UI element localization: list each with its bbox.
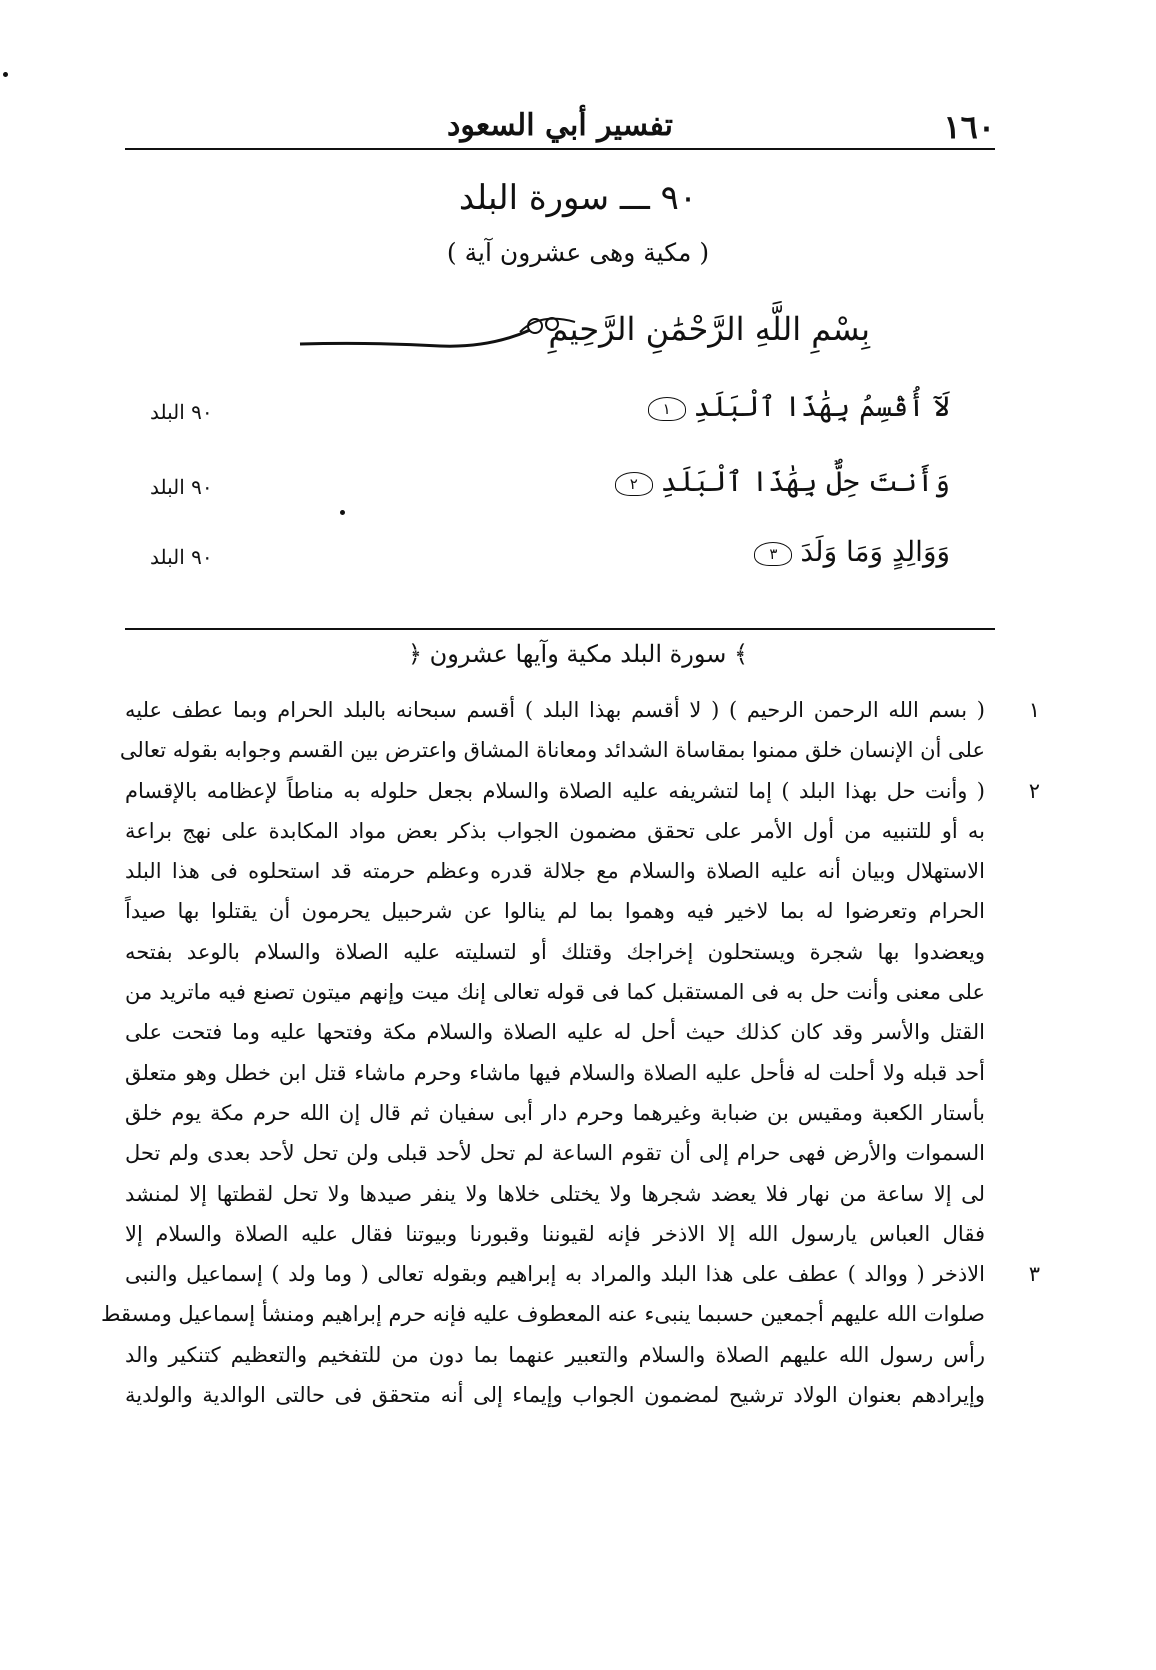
scan-speck bbox=[340, 510, 345, 515]
verse-text bbox=[648, 390, 950, 423]
commentary-line bbox=[125, 1133, 985, 1173]
commentary-title: ﴿ سورة البلد مكية وآيها عشرون ﴾ bbox=[407, 640, 749, 668]
commentary-line bbox=[125, 1254, 1040, 1294]
section-rule bbox=[125, 628, 995, 630]
verse-body: وَأَنتَ حِلٌّ بِهَٰذَا ٱلْبَلَدِ bbox=[660, 465, 950, 498]
line-text: وإيرادهم بعنوان الولاد ترشيح لمضمون الجواب وإيماء إلى أنه متحقق فى حالتى الوالدية والولدية bbox=[125, 1383, 985, 1408]
line-text: على معنى وأنت حل به فى المستقبل كما فى قوله تعالى إنك ميت وإنهم ميتون تصنع فيه ماتريد من bbox=[125, 980, 985, 1005]
commentary-line bbox=[125, 1375, 985, 1415]
verse-marker: ١ bbox=[1028, 698, 1040, 722]
commentary-line bbox=[125, 771, 1040, 811]
commentary-line bbox=[125, 932, 985, 972]
verse-row bbox=[130, 535, 950, 585]
commentary-line bbox=[125, 891, 985, 931]
commentary-line bbox=[125, 972, 985, 1012]
verse-marker: ٣ bbox=[1028, 1262, 1040, 1287]
commentary-line bbox=[125, 1335, 985, 1375]
commentary-line bbox=[125, 1093, 985, 1133]
line-text: على أن الإنسان خلق ممنوا بمقاساة الشدائد ومعاناة المشاق واعترض بين القسم وجوابه بقوله تعالى bbox=[119, 738, 985, 763]
verse-text bbox=[615, 465, 950, 498]
commentary-body bbox=[101, 690, 1040, 1415]
commentary-line bbox=[125, 1214, 985, 1254]
commentary-line bbox=[125, 851, 985, 891]
commentary-line bbox=[125, 1174, 985, 1214]
verse-reference: ٩٠ البلد bbox=[150, 400, 213, 424]
verse-text bbox=[754, 535, 950, 568]
verse-body: وَوَالِدٍ وَمَا وَلَدَ bbox=[800, 535, 950, 568]
line-text: فقال العباس يارسول الله إلا الاذخر فإنه لقيوننا وقبورنا وبيوتنا فقال عليه الصلاة والسلام إلا bbox=[125, 1221, 985, 1246]
line-text: ( بسم الله الرحمن الرحيم ) ( لا أقسم بهذا البلد ) أقسم سبحانه بالبلد الحرام وبما عطف عليه bbox=[125, 698, 985, 722]
page-header bbox=[125, 108, 995, 150]
basmala-text: بِسْمِ اللَّهِ الرَّحْمَٰنِ الرَّحِيمِ bbox=[548, 310, 870, 348]
commentary-line bbox=[125, 1053, 985, 1093]
verse-number: ٣ bbox=[754, 542, 792, 566]
line-text: الاذخر ( ووالد ) عطف على هذا البلد والمراد به إبراهيم وبقوله تعالى ( وما ولد ) إسماعيل والنبى bbox=[125, 1262, 985, 1287]
line-text: السموات والأرض فهى حرام إلى أن تقوم الساعة لم تحل لأحد قبلى ولن تحل لأحد بعدى ولم تحل bbox=[125, 1141, 985, 1166]
commentary-line bbox=[119, 730, 985, 770]
verse-row bbox=[130, 465, 950, 515]
page-number: ١٦٠ bbox=[943, 108, 995, 146]
surah-title: ٩٠ ـــ سورة البلد bbox=[458, 178, 698, 218]
commentary-line bbox=[101, 1294, 985, 1334]
line-text: به أو للتنبيه من أول الأمر على تحقق مضمون الجواب بذكر بعض مواد المكابدة على نهج براعة bbox=[125, 818, 985, 843]
verse-number: ١ bbox=[648, 397, 686, 421]
line-text: رأس رسول الله عليهم الصلاة والسلام والتعبير عنهما بما دون من للتفخيم والتعظيم كتنكير والد bbox=[125, 1342, 985, 1367]
line-text: القتل والأسر وقد كان كذلك حيث أحل له عليه الصلاة والسلام مكة وفتحها عليه وما فتحت على bbox=[125, 1020, 985, 1045]
commentary-line bbox=[125, 690, 1040, 730]
line-text: بأستار الكعبة ومقيس بن ضبابة وغيرهما وحرم دار أبى سفيان ثم قال إن الله حرم مكة يوم خلق bbox=[125, 1100, 985, 1125]
verse-reference: ٩٠ البلد bbox=[150, 475, 213, 499]
header-rule bbox=[125, 148, 995, 150]
commentary-line bbox=[125, 811, 985, 851]
commentary-line bbox=[125, 1012, 985, 1052]
basmala-flourish-icon bbox=[290, 302, 590, 362]
line-text: ( وأنت حل بهذا البلد ) إما لتشريفه عليه الصلاة والسلام بجعل حلوله به مناطاً لإعظامه بالإقسام bbox=[125, 778, 985, 803]
line-text: الاستهلال وبيان أنه عليه الصلاة والسلام مع جلالة قدره وعظم حرمته قد استحلوه فى هذا البلد bbox=[125, 859, 985, 884]
running-title: تفسير أبي السعود bbox=[446, 108, 674, 143]
line-text: لى إلا ساعة من نهار فلا يعضد شجرها ولا يختلى خلاها ولا ينفر صيدها ولا تحل لقطتها إلا لمنشد bbox=[125, 1181, 985, 1206]
line-text: الحرام وتعرضوا له بما لاخير فيه وهموا بما لم ينالوا عن شرحبيل يحرمون أن يقتلوا بها صيداً bbox=[125, 899, 985, 924]
line-text: ويعضدوا بها شجرة ويستحلون إخراجك وقتلك أو لتسليته عليه الصلاة والسلام بالوعد بفتحه bbox=[125, 939, 985, 964]
verse-body: لَآ أُقْسِمُ بِهَٰذَا ٱلْبَلَدِ bbox=[693, 390, 950, 423]
scan-speck bbox=[3, 72, 8, 77]
basmala bbox=[290, 296, 870, 366]
line-text: أحد قبله ولا أحلت له فأحل عليه الصلاة والسلام فيها ماشاء وحرم ماشاء قتل ابن خطل وهو متعلق bbox=[125, 1060, 985, 1085]
surah-subtitle: ( مكية وهى عشرون آية ) bbox=[446, 238, 710, 267]
line-text: صلوات الله عليهم أجمعين حسبما ينبىء عنه المعطوف عليه فإنه حرم إبراهيم ومنشأ إسماعيل ومسقط bbox=[101, 1302, 985, 1327]
verse-reference: ٩٠ البلد bbox=[150, 545, 213, 569]
verse-row bbox=[130, 390, 950, 440]
verse-number: ٢ bbox=[615, 472, 653, 496]
verse-marker: ٢ bbox=[1028, 778, 1040, 803]
